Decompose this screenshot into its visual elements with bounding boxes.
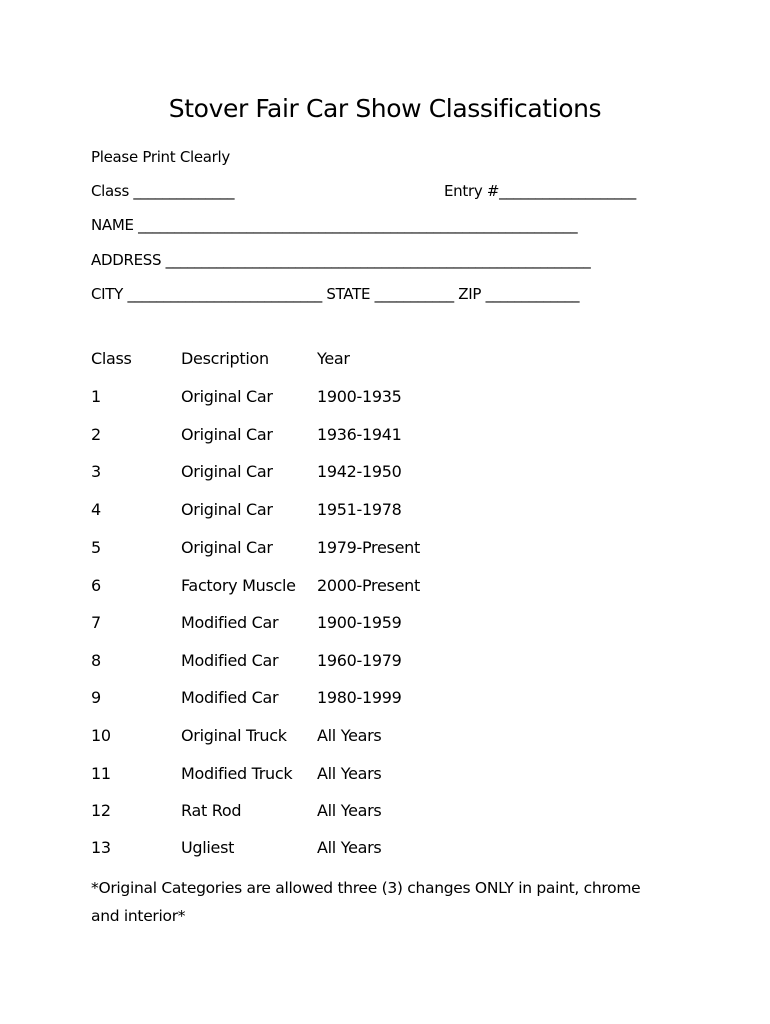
- row-13-description: Ugliest: [181, 838, 235, 857]
- name-field[interactable]: NAME _____________________________________________________________: [91, 216, 578, 234]
- header-class: Class: [91, 349, 132, 368]
- row-6-description: Factory Muscle: [181, 576, 296, 595]
- row-2-year: 1936-1941: [317, 425, 402, 444]
- entry-number-field[interactable]: Entry #___________________: [444, 182, 636, 200]
- row-12-year: All Years: [317, 801, 382, 820]
- city-state-zip-field[interactable]: CITY ___________________________ STATE ___________ ZIP _____________: [91, 285, 580, 303]
- row-7-description: Modified Car: [181, 613, 279, 632]
- row-10-class: 10: [91, 726, 111, 745]
- row-3-description: Original Car: [181, 462, 273, 481]
- row-2-description: Original Car: [181, 425, 273, 444]
- row-11-description: Modified Truck: [181, 764, 293, 783]
- row-11-year: All Years: [317, 764, 382, 783]
- row-5-class: 5: [91, 538, 101, 557]
- row-13-year: All Years: [317, 838, 382, 857]
- footnote: *Original Categories are allowed three (3) changes ONLY in paint, chrome and interior*: [91, 879, 641, 925]
- row-12-class: 12: [91, 801, 111, 820]
- row-8-class: 8: [91, 651, 101, 670]
- row-9-description: Modified Car: [181, 688, 279, 707]
- row-7-year: 1900-1959: [317, 613, 402, 632]
- row-3-class: 3: [91, 462, 101, 481]
- row-6-class: 6: [91, 576, 101, 595]
- row-5-year: 1979-Present: [317, 538, 420, 557]
- class-field[interactable]: Class ______________: [91, 182, 235, 200]
- row-4-class: 4: [91, 500, 101, 519]
- page-title: Stover Fair Car Show Classifications: [168, 94, 602, 123]
- row-4-description: Original Car: [181, 500, 273, 519]
- row-12-description: Rat Rod: [181, 801, 242, 820]
- row-4-year: 1951-1978: [317, 500, 402, 519]
- header-year: Year: [317, 349, 350, 368]
- row-5-description: Original Car: [181, 538, 273, 557]
- instruction-text: Please Print Clearly: [91, 148, 230, 166]
- row-3-year: 1942-1950: [317, 462, 402, 481]
- row-2-class: 2: [91, 425, 101, 444]
- row-1-description: Original Car: [181, 387, 273, 406]
- row-13-class: 13: [91, 838, 111, 857]
- row-9-class: 9: [91, 688, 101, 707]
- row-8-description: Modified Car: [181, 651, 279, 670]
- row-7-class: 7: [91, 613, 101, 632]
- row-1-class: 1: [91, 387, 101, 406]
- row-8-year: 1960-1979: [317, 651, 402, 670]
- header-description: Description: [181, 349, 269, 368]
- row-6-year: 2000-Present: [317, 576, 420, 595]
- row-11-class: 11: [91, 764, 111, 783]
- row-10-year: All Years: [317, 726, 382, 745]
- row-9-year: 1980-1999: [317, 688, 402, 707]
- row-10-description: Original Truck: [181, 726, 287, 745]
- row-1-year: 1900-1935: [317, 387, 402, 406]
- address-field[interactable]: ADDRESS ___________________________________________________________: [91, 251, 591, 269]
